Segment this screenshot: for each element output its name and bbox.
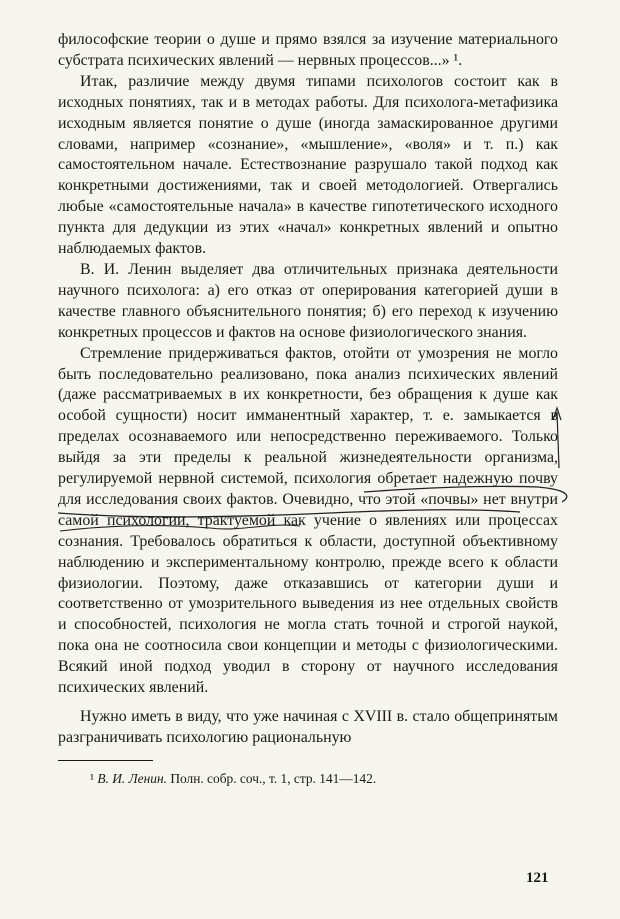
paragraph-2: Итак, различие между двумя типами психологов состоит как в исходных понятиях, так и в методах работы. Для психолога-метафизика исходным является понятие о душе (иногда замаскированное другими словами, например «сознание», «мышление», «воля» и т. п.) как самостоятельном начале. Естествознание разрушало такой подход как конкретными достижениями, так и своей методологией. Отвергались любые «самостоятельные начала» в качестве гипотетического исходного пункта для дедукции из этих «начал» конкретных явлений и опытно наблюдаемых фактов. [58,72,558,258]
paragraph-1: философские теории о душе и прямо взялся за изучение материального субстрата психических явлений — нервных процессов...» ¹. [58,31,558,69]
footnote-text: Полн. собр. соч., т. 1, стр. 141—142. [170,770,377,786]
paragraph-3: В. И. Ленин выделяет два отличительных признака деятельности научного психолога: а) его отказ от оперирования категорией души в качестве главного объяснительного понятия; б) его переход к изучению конкретных процессов и фактов на основе физиологического знания. [58,260,558,341]
paragraph-5: Нужно иметь в виду, что уже начиная с XVIII в. стало общепринятым разграничивать психологию рациональную [58,708,558,746]
paragraph-4: Стремление придерживаться фактов, отойти от умозрения не могло быть последовательно реализовано, пока анализ психических явлений (даже рассматриваемых в их конкретности, без обращения к душе как особой сущности) носит имманентный характер, т. е. замыкается в пределах осознаваемого или непосредственно переживаемого. Только выйдя за эти пределы к реальной жизнедеятельности организма, регулируемой нервной системой, психология обретает надежную почву для исследования своих фактов. Очевидно, что этой «почвы» нет внутри самой психологии, трактуемой как учение о явлениях или процессах сознания. Требовалось обратиться к области, доступной объективному наблюдению и экспериментальному контролю, прежде всего к области физиологии. Поэтому, даже отказавшись от категории души и соответственно от умозрительного выведения из нее отдельных свойств и способностей, психология не могла стать точной и строгой наукой, пока она не соотносила свои концепции и методы с физиологическими. Всякий иной подход уводил в сторону от научного исследования психических явлений. [58,344,558,697]
footnote-mark: ¹ [90,770,95,786]
footnote-author: В. И. Ленин. [97,770,167,786]
footnote-rule [58,760,153,761]
footnote [58,770,558,787]
page-number: 121 [526,870,549,886]
page-body [58,30,558,787]
